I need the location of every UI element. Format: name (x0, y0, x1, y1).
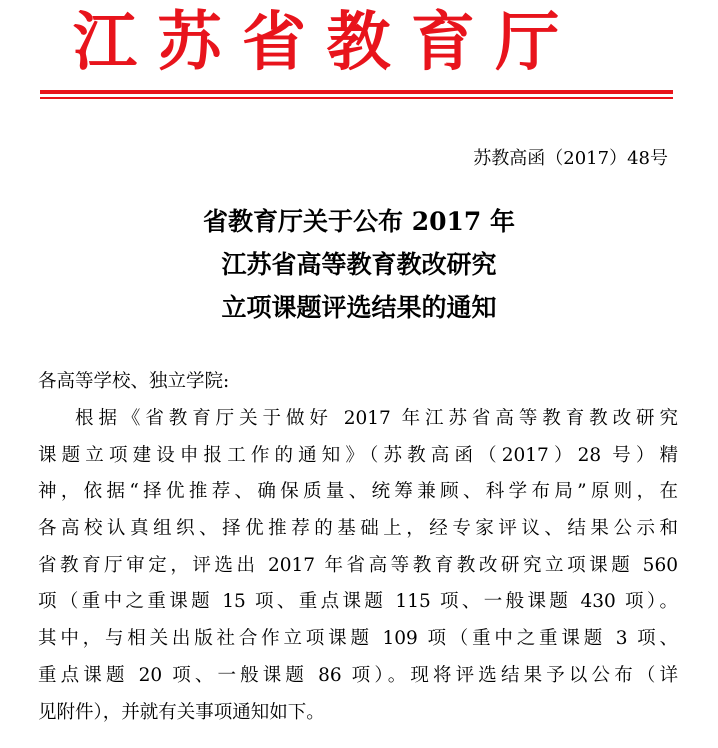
body-line: 省教育厅审定，评选出 2017 年省高等教育教改研究立项课题 560 (38, 554, 678, 576)
title-line: 江苏省高等教育教改研究 (221, 250, 497, 279)
title-line: 立项课题评选结果的通知 (221, 293, 497, 322)
document-number: 苏教高函（2017）48号 (473, 148, 668, 169)
body-line: 各高校认真组织、择优推荐的基础上，经专家评议、结果公示和 (38, 518, 678, 540)
addressee: 各高等学校、独立学院: (38, 371, 230, 392)
body-line: 根据《省教育厅关于做好 2017 年江苏省高等教育教改研究 (75, 408, 678, 429)
title-line: 省教育厅关于公布 2017 年 (203, 207, 515, 236)
body-line: 课题立项建设申报工作的通知》（苏教高函（2017）28 号）精 (38, 444, 678, 466)
body-line: 项（重中之重课题 15 项、重点课题 115 项、一般课题 430 项）。 (38, 591, 678, 613)
masthead (0, 6, 718, 80)
body-line: 其中，与相关出版社合作立项课题 109 项（重中之重课题 3 项、 (38, 628, 678, 650)
agency-name: 江苏省教育厅 (73, 6, 580, 80)
red-rule-thick (40, 90, 673, 94)
body-line: 重点课题 20 项、一般课题 86 项）。现将评选结果予以公布（详 (38, 664, 678, 686)
body-line: 见附件），并就有关事项通知如下。 (38, 701, 325, 723)
body-line: 神，依据“择优推荐、确保质量、统筹兼顾、科学布局”原则，在 (38, 481, 678, 503)
body-paragraph (38, 401, 678, 731)
document-title (0, 200, 718, 329)
red-rule-thin (40, 97, 673, 99)
